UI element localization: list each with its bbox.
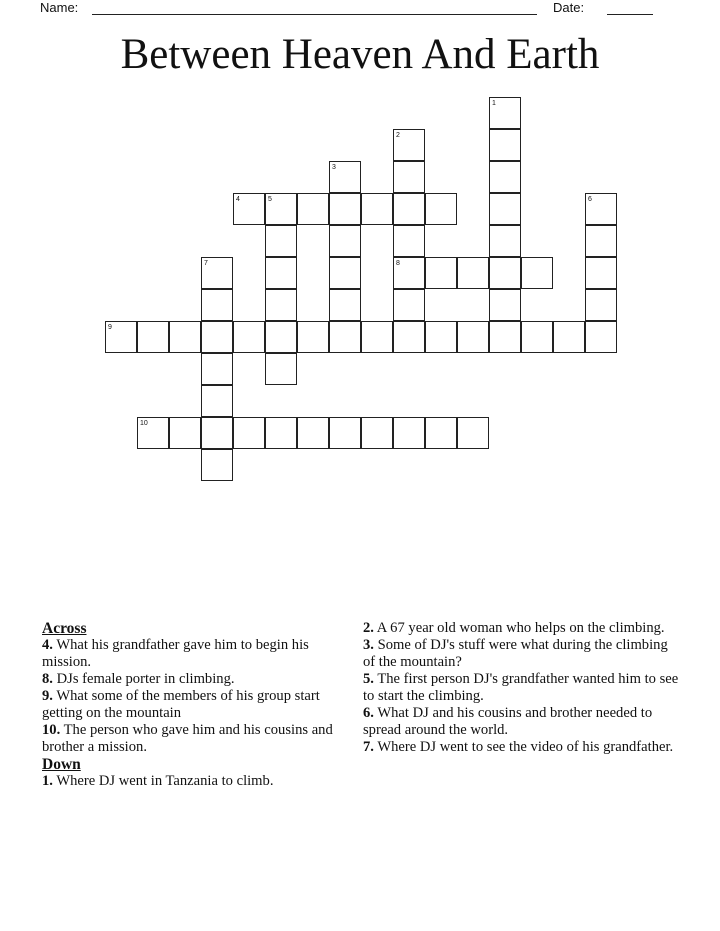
down-clue-7 (363, 739, 683, 756)
clue-number: 9. (42, 688, 53, 704)
clue-text: DJs female porter in climbing. (56, 671, 235, 687)
grid-cell[interactable] (585, 321, 617, 353)
clue-number-label: 5 (268, 196, 272, 203)
grid-cell[interactable] (361, 417, 393, 449)
clue-text: What DJ and his cousins and brother needed to spread around the world. (363, 705, 653, 738)
down-clue-6 (363, 705, 683, 739)
clue-number-label: 9 (108, 324, 112, 331)
clue-text: Where DJ went in Tanzania to climb. (56, 773, 274, 789)
grid-cell[interactable] (265, 289, 297, 321)
clue-text: What his grandfather gave him to begin his mission. (42, 637, 309, 670)
grid-cell[interactable] (201, 321, 233, 353)
grid-cell[interactable] (489, 161, 521, 193)
clues-left-column (42, 620, 352, 790)
clue-number: 6. (363, 705, 374, 721)
grid-cell[interactable] (521, 321, 553, 353)
grid-cell[interactable] (265, 353, 297, 385)
grid-cell[interactable] (425, 417, 457, 449)
grid-cell[interactable] (361, 321, 393, 353)
clue-number: 3. (363, 637, 374, 653)
grid-cell[interactable] (457, 257, 489, 289)
grid-cell[interactable] (457, 417, 489, 449)
grid-cell[interactable] (329, 225, 361, 257)
clue-number-label: 7 (204, 260, 208, 267)
grid-cell[interactable] (329, 193, 361, 225)
page-title: Between Heaven And Earth (120, 31, 600, 78)
grid-cell[interactable] (265, 321, 297, 353)
clue-number-label: 3 (332, 164, 336, 171)
grid-cell[interactable] (169, 417, 201, 449)
clue-number-label: 10 (140, 420, 148, 427)
across-clue-8 (42, 671, 352, 688)
grid-cell[interactable] (201, 289, 233, 321)
grid-cell[interactable] (297, 193, 329, 225)
across-clue-4 (42, 637, 352, 671)
grid-cell[interactable] (201, 417, 233, 449)
down-clue-3 (363, 637, 683, 671)
grid-cell[interactable] (553, 321, 585, 353)
date-label: Date: (553, 0, 585, 15)
clue-number: 1. (42, 773, 53, 789)
clue-number: 10. (42, 722, 61, 738)
grid-cell[interactable] (329, 289, 361, 321)
grid-cell[interactable] (169, 321, 201, 353)
grid-cell[interactable] (425, 257, 457, 289)
name-label: Name: (40, 0, 79, 15)
clue-number: 4. (42, 637, 53, 653)
grid-cell[interactable] (265, 225, 297, 257)
grid-cell[interactable] (585, 289, 617, 321)
clue-number-label: 2 (396, 132, 400, 139)
grid-cell[interactable] (585, 257, 617, 289)
grid-cell[interactable] (137, 321, 169, 353)
clue-number: 2. (363, 620, 374, 636)
grid-cell[interactable] (489, 193, 521, 225)
grid-cell[interactable] (393, 321, 425, 353)
clue-text: What some of the members of his group start getting on the mountain (42, 688, 320, 721)
clue-number: 8. (42, 671, 53, 687)
clue-number-label: 1 (492, 100, 496, 107)
clue-number: 7. (363, 739, 374, 755)
grid-cell[interactable] (329, 321, 361, 353)
grid-cell[interactable] (393, 289, 425, 321)
grid-cell[interactable] (425, 321, 457, 353)
grid-cell[interactable] (489, 321, 521, 353)
clue-number-label: 8 (396, 260, 400, 267)
grid-cell[interactable] (489, 289, 521, 321)
grid-cell[interactable] (521, 257, 553, 289)
clue-number: 5. (363, 671, 374, 687)
clue-text: Where DJ went to see the video of his grandfather. (377, 739, 674, 755)
clue-text: The first person DJ's grandfather wanted him to see to start the climbing. (363, 671, 679, 704)
across-clue-10 (42, 722, 352, 756)
grid-cell[interactable] (393, 225, 425, 257)
grid-cell[interactable] (329, 257, 361, 289)
clue-number-label: 4 (236, 196, 240, 203)
grid-cell[interactable] (297, 321, 329, 353)
grid-cell[interactable] (425, 193, 457, 225)
down-clue-5 (363, 671, 683, 705)
grid-cell[interactable] (393, 417, 425, 449)
clue-text: The person who gave him and his cousins and brother a mission. (42, 722, 333, 755)
grid-cell[interactable] (329, 417, 361, 449)
grid-cell[interactable] (489, 257, 521, 289)
grid-cell[interactable] (233, 417, 265, 449)
down-heading: Down (42, 756, 81, 773)
grid-cell[interactable] (489, 129, 521, 161)
down-clue-1 (42, 773, 352, 790)
grid-cell[interactable] (361, 193, 393, 225)
clue-text: A 67 year old woman who helps on the climbing. (376, 620, 665, 636)
grid-cell[interactable] (265, 257, 297, 289)
across-clue-9 (42, 688, 352, 722)
grid-cell[interactable] (393, 161, 425, 193)
grid-cell[interactable] (489, 225, 521, 257)
clues-right-column (363, 620, 683, 756)
grid-cell[interactable] (585, 225, 617, 257)
down-clue-2 (363, 620, 683, 637)
grid-cell[interactable] (393, 193, 425, 225)
grid-cell[interactable] (201, 449, 233, 481)
grid-cell[interactable] (265, 417, 297, 449)
clue-number-label: 6 (588, 196, 592, 203)
across-heading: Across (42, 620, 87, 637)
grid-cell[interactable] (297, 417, 329, 449)
grid-cell[interactable] (201, 353, 233, 385)
grid-cell[interactable] (201, 385, 233, 417)
grid-cell[interactable] (233, 321, 265, 353)
clue-text: Some of DJ's stuff were what during the climbing of the mountain? (363, 637, 668, 670)
grid-cell[interactable] (457, 321, 489, 353)
